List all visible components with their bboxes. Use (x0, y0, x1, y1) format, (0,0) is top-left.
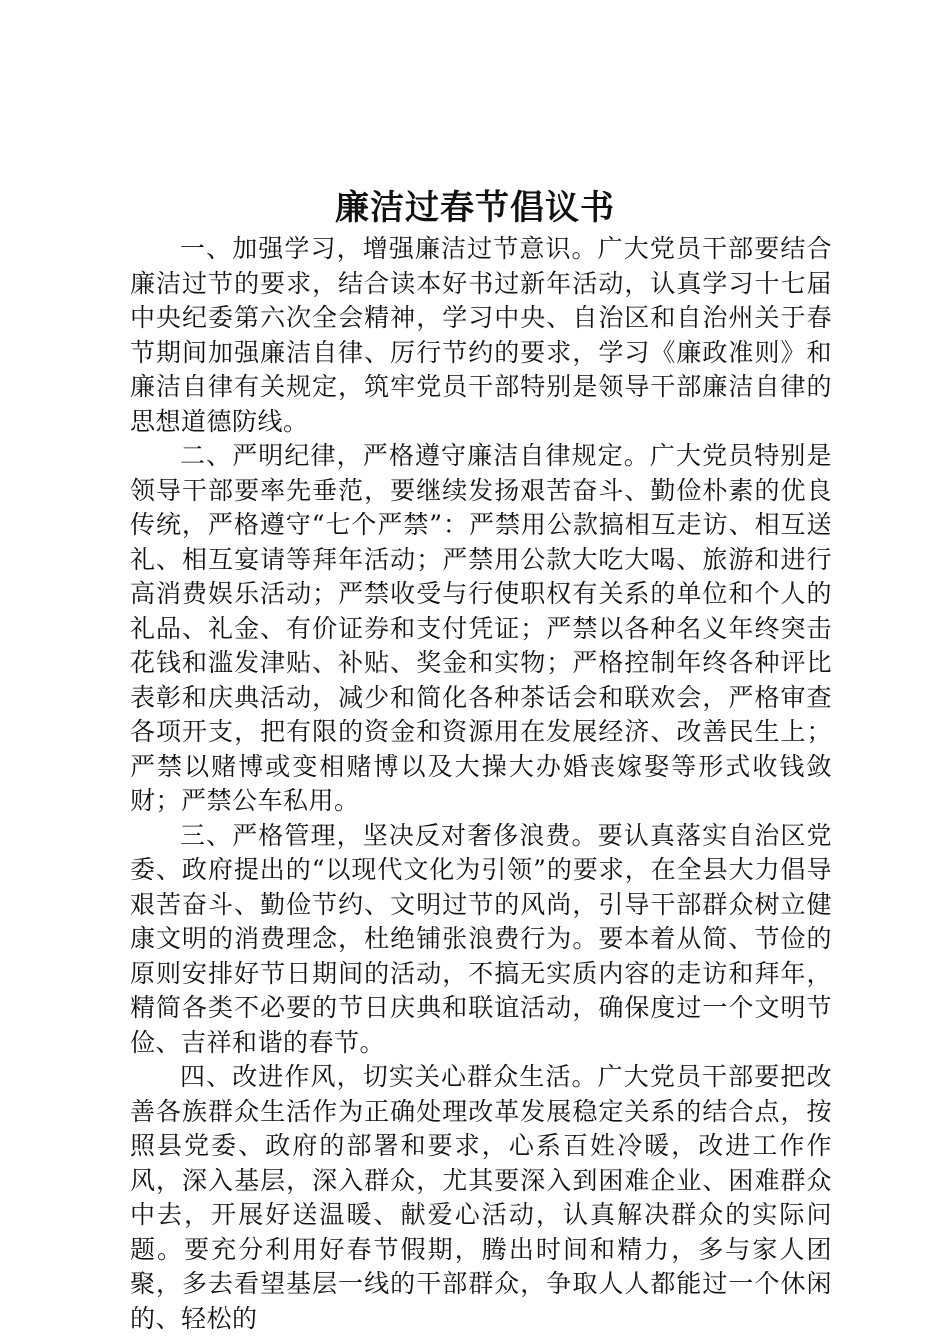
paragraph-2: 二、严明纪律，严格遵守廉洁自律规定。广大党员特别是领导干部要率先垂范，要继续发扬艰苦奋斗、勤俭朴素的优良传统，严格遵守“七个严禁”：严禁用公款搞相互走访、相互送礼、相互宴请等拜年活动；严禁用公款大吃大喝、旅游和进行高消费娱乐活动；严禁收受与行使职权有关系的单位和个人的礼品、礼金、有价证券和支付凭证；严禁以各种名义年终突击花钱和滥发津贴、补贴、奖金和实物；严格控制年终各种评比表彰和庆典活动，减少和简化各种茶话会和联欢会，严格审查各项开支，把有限的资金和资源用在发展经济、改善民生上；严禁以赌博或变相赌博以及大操大办婚丧嫁娶等形式收钱敛财；严禁公车私用。 (130, 441, 832, 815)
document-body (130, 232, 832, 1336)
document-title: 廉洁过春节倡议书 (335, 188, 615, 228)
paragraph-4: 四、改进作风，切实关心群众生活。广大党员干部要把改善各族群众生活作为正确处理改革发展稳定关系的结合点，按照县党委、政府的部署和要求，心系百姓冷暖，改进工作作风，深入基层，深入群众，尤其要深入到困难企业、困难群众中去，开展好送温暖、献爱心活动，认真解决群众的实际问题。要充分利用好春节假期，腾出时间和精力，多与家人团聚，多去看望基层一线的干部群众，争取人人都能过一个休闲的、轻松的 (130, 1062, 832, 1333)
paragraph-1: 一、加强学习，增强廉洁过节意识。广大党员干部要结合廉洁过节的要求，结合读本好书过新年活动，认真学习十七届中央纪委第六次全会精神，学习中央、自治区和自治州关于春节期间加强廉洁自律、厉行节约的要求，学习《廉政准则》和廉洁自律有关规定，筑牢党员干部特别是领导干部廉洁自律的思想道德防线。 (130, 234, 832, 436)
paragraph-3: 三、严格管理，坚决反对奢侈浪费。要认真落实自治区党委、政府提出的“以现代文化为引领”的要求，在全县大力倡导艰苦奋斗、勤俭节约、文明过节的风尚，引导干部群众树立健康文明的消费理念，杜绝铺张浪费行为。要本着从简、节俭的原则安排好节日期间的活动，不搞无实质内容的走访和拜年，精简各类不必要的节日庆典和联谊活动，确保度过一个文明节俭、吉祥和谐的春节。 (130, 820, 832, 1057)
